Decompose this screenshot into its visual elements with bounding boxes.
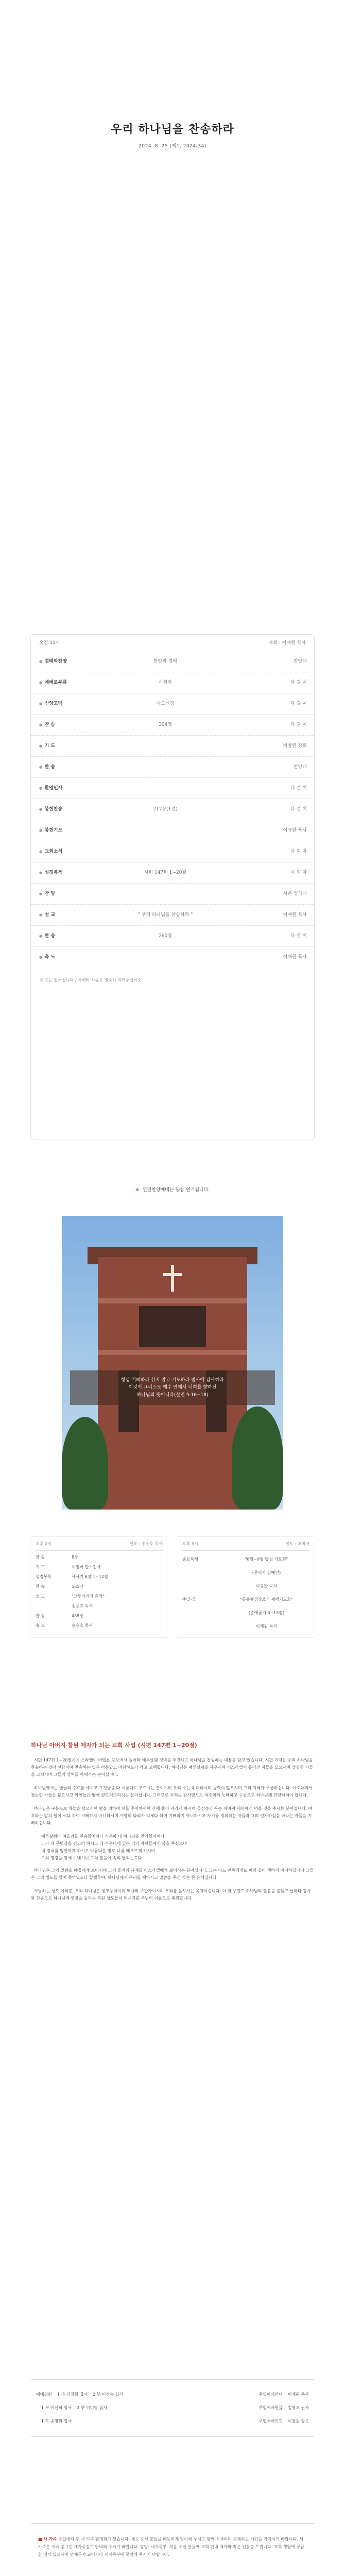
- service-leader: 사회 : 이재원 목사: [268, 640, 306, 646]
- photo-caption: [70, 1370, 275, 1405]
- afternoon-service-right: [178, 1536, 314, 1638]
- worship-order-list: [31, 651, 314, 968]
- bullet-icon: ●: [39, 743, 44, 748]
- duty-key: 축 도: [36, 1623, 45, 1629]
- sermon-verses: [41, 1833, 314, 1862]
- duty-key: 찬 송: [36, 1584, 45, 1589]
- announcement-head: ■ 새 가족: [38, 2536, 59, 2541]
- order-row: [31, 693, 314, 715]
- sermon-verse: 그가 네 문빗장을 견고히 하시고 네 가운데에 있는 너의 자녀들에게 복을 주셨으며: [41, 1841, 187, 1846]
- order-content: 217장(1절): [153, 806, 178, 812]
- role-value: 이창원 장로: [287, 2419, 309, 2424]
- order-person: 다 같 이: [290, 806, 307, 812]
- role-row: [258, 2388, 309, 2401]
- sermon-paragraph: 시편 147편 1~20절은 이스라엘이 바벨론 포로에서 돌아와 예루살렘 성벽을 재건하고 하나님을 찬송하는 내용을 담고 있습니다. 시편 기자는 우리 하나님을 찬송하는 것이 선함이여 찬송하는 일은 아름답고 마땅하도다 라고 고백합니다. 하나님은 예루살렘을 세우시며 이스라엘의 흩어진 자들을 모으시며 상심한 자들을 고치시며 그들의 상처를 싸매시는 분이십니다.: [31, 1757, 314, 1777]
- order-content: " 우리 하나님을 찬송하라 ": [137, 912, 193, 918]
- duty-row: [36, 1582, 163, 1592]
- order-row: [31, 757, 314, 778]
- issue-date: 2024. 8. 25 (제1, 2024-34): [139, 143, 206, 149]
- order-content: 찬양과 경배: [153, 658, 178, 664]
- duty-value: "8월~9월 합심 기도회": [245, 1556, 288, 1562]
- volunteer-key: 예배위원: [36, 2392, 52, 2397]
- duty-value: 송용호 목사: [72, 1623, 93, 1629]
- sermon-title: 하나님 아버지 참된 제자가 되는 교회 사업 (시편 147편 1~20절): [31, 1742, 197, 1749]
- bullet-icon: ●: [39, 827, 44, 833]
- order-row: [31, 884, 314, 905]
- order-content: 시편 147편 1~20절: [144, 870, 187, 875]
- duty-value: 송용호 목사: [72, 1604, 93, 1609]
- bullet-icon: ❖: [135, 1188, 139, 1192]
- evening-service-head: [182, 1541, 309, 1551]
- duty-value: 이재원 목사: [255, 1623, 278, 1629]
- order-name: [39, 764, 80, 771]
- order-name: [39, 827, 80, 834]
- order-name-text: 찬 송: [44, 764, 56, 770]
- order-name: [39, 658, 80, 665]
- order-name: [39, 806, 80, 813]
- afternoon-service-head: [36, 1541, 163, 1551]
- bullet-icon: ●: [39, 912, 44, 917]
- order-person: 다 같 이: [290, 785, 307, 791]
- role-row: [258, 2415, 309, 2428]
- order-name-text: 기 도: [44, 743, 56, 749]
- order-name-text: 경배와찬양: [44, 658, 67, 664]
- bullet-icon: ●: [39, 785, 44, 790]
- order-person: 다 같 이: [290, 722, 307, 727]
- volunteers-list: [36, 2388, 123, 2428]
- order-person: 이재원 목사: [283, 955, 307, 960]
- bullet-icon: ●: [39, 658, 44, 664]
- order-name-text: 찬 양: [44, 891, 56, 896]
- order-name-text: 예배로부름: [44, 680, 67, 685]
- order-person: 사 회 자: [290, 870, 307, 875]
- order-name: [39, 954, 80, 961]
- sermon-paragraph: 하나님은 구름으로 하늘을 덮으시며 땅을 위하여 비를 준비하시며 산에 풀이 자라게 하시며 들짐승과 우는 까마귀 새끼에게 먹을 것을 주시는 분이십니다. 여호와는 말의 힘이 세다 하여 기뻐하지 아니하시며 사람의 다리가 억세다 하여 기뻐하지 아니하시고 자기를 경외하는 자들과 그의 인자하심을 바라는 자들을 기뻐하십니다.: [31, 1806, 313, 1825]
- sermon-paragraph: 사랑하는 성도 여러분, 우리 하나님은 창조주이시며 역사의 주관자이시며 우리를 돌보시는 목자이십니다. 이 한 주간도 하나님의 말씀을 붙들고 날마다 감사와 찬송으로 하나님께 영광을 돌리는 복된 성도들이 되시기를 주님의 이름으로 축원합니다.: [31, 1888, 311, 1901]
- order-person: 시온 성가대: [283, 891, 307, 896]
- order-name-text: 성경봉독: [44, 870, 63, 875]
- volunteer-row: [36, 2401, 123, 2415]
- order-name: [39, 849, 80, 855]
- order-name-text: 신앙고백: [44, 701, 63, 706]
- volunteer-row: [36, 2415, 123, 2428]
- cross-icon: [163, 1273, 182, 1276]
- order-person: 찬양대: [293, 658, 307, 664]
- service-time: 오후 2시: [36, 1541, 51, 1546]
- order-person: 다 같 이: [290, 933, 307, 939]
- duty-key: 기 도: [36, 1565, 45, 1570]
- duty-row: [36, 1572, 163, 1582]
- order-name-text: 찬 송: [44, 722, 56, 727]
- order-row: [31, 905, 314, 926]
- page-title: 우리 하나님을 찬송하라: [111, 123, 234, 136]
- role-value: 이재원 목사: [287, 2392, 309, 2397]
- bullet-icon: ●: [39, 701, 44, 706]
- service-leader: 인도 : 고미자: [285, 1541, 309, 1546]
- order-person: 찬양대: [293, 764, 307, 770]
- service-time: 오후 5시: [182, 1541, 198, 1546]
- order-row: [31, 672, 314, 693]
- volunteer-b: 2 부 이정숙 집사: [93, 2392, 124, 2397]
- bullet-icon: ●: [39, 870, 44, 875]
- order-row: [31, 651, 314, 672]
- sermon-paragraphs: [31, 1757, 314, 1827]
- photo-band: [98, 1350, 247, 1355]
- volunteer-row: [36, 2388, 123, 2401]
- bullet-icon: ●: [39, 806, 44, 811]
- afternoon-service-rows: [36, 1553, 163, 1631]
- sermon-paragraph: 하나님께서는 별들의 수효를 세시고 그것들을 다 이름대로 부르시는 분이시며 우리 주는 위대하시며 능력이 많으시며 그의 지혜가 무궁하십니다. 여호와께서 겸손한 자들은 붙드시고 악인들은 땅에 엎드러뜨리시는 분이십니다. 그러므로 우리는 감사함으로 여호와께 노래하고 수금으로 하나님께 찬양하여야 합니다.: [31, 1785, 313, 1798]
- order-person: 이재원 목사: [283, 912, 307, 918]
- sermon-closing: [31, 1867, 314, 1902]
- service-leader: 인도 : 송용호 목사: [129, 1541, 163, 1546]
- bullet-icon: ●: [39, 955, 44, 960]
- photo-tree: [62, 1417, 108, 1510]
- bullet-icon: ●: [39, 891, 44, 896]
- duty-row: [182, 1566, 309, 1580]
- duty-value: 사사기 6장 1~12절: [72, 1574, 108, 1580]
- duty-row: [182, 1593, 309, 1606]
- cross-icon: [171, 1265, 174, 1292]
- announcement: [31, 2523, 314, 2568]
- duty-row: [182, 1606, 309, 1620]
- worship-order-card: [31, 635, 314, 1140]
- sermon-verse: 예루살렘아 여호와를 찬송할지어다 시온아 네 하나님을 찬양할지어다: [41, 1834, 165, 1839]
- order-person: 이규완 목사: [283, 827, 307, 833]
- duty-value: 585장: [72, 1584, 83, 1589]
- order-person: 다 같 이: [290, 701, 307, 706]
- duty-row: [182, 1580, 309, 1593]
- order-row: [31, 926, 314, 947]
- order-content: 사회자: [158, 680, 173, 685]
- role-key: 주일예배헌금: [258, 2405, 283, 2411]
- order-content: 사도신경: [156, 701, 175, 706]
- service-time: 오전 11시: [39, 640, 60, 646]
- order-name: [39, 785, 80, 792]
- order-name: [39, 722, 80, 728]
- order-name-text: 찬 송: [44, 933, 56, 939]
- duty-row: [36, 1612, 163, 1621]
- order-row: [31, 820, 314, 841]
- photo-tree: [232, 1406, 283, 1510]
- volunteer-a: 1 부 이선희 집사: [41, 2405, 72, 2411]
- sermon-summary: [31, 1741, 314, 1908]
- duty-row: [36, 1602, 163, 1612]
- bullet-icon: ●: [39, 933, 44, 938]
- duty-row: [36, 1553, 163, 1563]
- duty-key: 찬 송: [36, 1555, 45, 1560]
- order-person: 다 같 이: [290, 680, 307, 685]
- order-row: [31, 862, 314, 884]
- order-row: [31, 778, 314, 799]
- sermon-paragraph: 하나님은 그의 말씀을 야곱에게 보이시며 그의 율례와 규례를 이스라엘에게 보이시는 분이십니다. 그는 어느 민족에게도 이와 같이 행하지 아니하셨나니 그들은 그의 법도를 알지 못하였도다 할렐루야. 하나님께서 우리를 택하시고 말씀을 주신 것은 큰 은혜입니다.: [31, 1868, 314, 1880]
- duty-key: 설 교: [36, 1594, 45, 1599]
- bullet-icon: ●: [39, 722, 44, 727]
- order-row: [31, 736, 314, 757]
- duty-value: (출애굽기 8~15장): [248, 1610, 285, 1615]
- duty-key: 찬 송: [36, 1614, 45, 1619]
- volunteer-a: 1 부 송명희 집사: [41, 2419, 72, 2424]
- duty-value: 이정식 안수집사: [72, 1565, 101, 1570]
- role-key: 주일예배안내: [258, 2392, 283, 2397]
- order-person: 사 회 자: [290, 849, 307, 854]
- duty-value: 435장: [72, 1614, 83, 1619]
- caption-line: 이것이 그리스도 예수 안에서 너희를 향하신: [128, 1385, 217, 1391]
- service-roles: [258, 2388, 309, 2428]
- order-name: [39, 701, 80, 707]
- duty-value: "그루터기가 희망": [72, 1594, 105, 1599]
- order-row: [31, 799, 314, 820]
- church-photo: [62, 1216, 283, 1510]
- duty-value: (문의사 김예인): [252, 1570, 281, 1575]
- announcement-text: 주일예배 후 새 가족 환영회가 있습니다. 새로 오신 분들을 따뜻하게 맞이해 주시고 함께 식사하며 교제하는 시간을 가지시기 바랍니다. 새 가족은 예배 후 1층 새가족실로 안내해 주시기 바랍니다. 담당: 새가족부. 처음 오신 분들께 교회 안내 책자와 작은 선물을 드립니다. 교회 생활에 궁금한 점이 있으시면 언제든지 교역자나 새가족부에 문의해 주시기 바랍니다.: [38, 2537, 305, 2557]
- duty-key: 성경봉독: [36, 1574, 51, 1580]
- duty-row: [36, 1592, 163, 1602]
- afternoon-services: [31, 1536, 314, 1638]
- sermon-verse: 그의 명령을 땅에 보내시니 그의 말씀이 속히 달리는도다: [41, 1855, 142, 1860]
- duty-row: [36, 1563, 163, 1572]
- order-content: 260장: [159, 933, 172, 939]
- duty-row: [36, 1621, 163, 1631]
- order-name-text: 봉헌기도: [44, 827, 63, 833]
- photo-band: [98, 1298, 247, 1303]
- duty-value: 이규완 목사: [255, 1583, 278, 1588]
- duty-row: [182, 1620, 309, 1633]
- order-name: [39, 680, 80, 686]
- bulletin-header: [0, 0, 345, 150]
- role-key: 주일예배기도: [258, 2419, 283, 2424]
- order-person: 이창원 장로: [283, 743, 307, 749]
- order-name: [39, 743, 80, 750]
- notice-bar: [0, 1187, 345, 1194]
- order-name: [39, 891, 80, 897]
- duty-value: 8장: [72, 1555, 78, 1560]
- duty-row: [182, 1553, 309, 1566]
- order-name-text: 축 도: [44, 955, 56, 960]
- service-volunteers: [31, 2379, 314, 2437]
- worship-note: ※ 표는 일어섭니다 / 예배의 시종은 정숙히 지켜주십시오: [39, 978, 142, 983]
- duty-key: 주일-금: [182, 1597, 196, 1602]
- duty-value: "공동체성장쓰기 새벽기도회": [240, 1597, 293, 1602]
- order-row: [31, 715, 314, 736]
- caption-line: 항상 기뻐하라 쉬지 말고 기도하라 범사에 감사하라: [121, 1378, 224, 1383]
- order-name-text: 환영인사: [44, 785, 63, 791]
- notice-text: 열린찬양예배는 동참 연기됩니다.: [142, 1188, 210, 1193]
- afternoon-service-left: [31, 1536, 167, 1638]
- role-value: 김영모 권사: [287, 2405, 309, 2411]
- bullet-icon: ●: [39, 680, 44, 685]
- order-name-text: 설 교: [44, 912, 56, 918]
- order-name: [39, 870, 80, 876]
- order-name-text: 봉헌찬송: [44, 806, 63, 812]
- order-name: [39, 912, 80, 919]
- bullet-icon: ●: [39, 764, 44, 769]
- photo-window: [139, 1306, 206, 1347]
- caption-line: 하나님의 뜻이니라(살전 5:16~18): [136, 1392, 209, 1398]
- sermon-verse: 네 경내를 평안하게 하시고 아름다운 밀로 너를 배부르게 하시며: [41, 1848, 156, 1853]
- volunteer-a: 1 부 김정희 집사: [57, 2392, 88, 2397]
- evening-service-rows: [182, 1553, 309, 1633]
- order-row: [31, 947, 314, 968]
- order-name: [39, 933, 80, 940]
- order-content: 304장: [159, 722, 172, 727]
- duty-key: 중요특새: [182, 1556, 198, 1562]
- role-row: [258, 2401, 309, 2415]
- bullet-icon: ●: [39, 849, 44, 854]
- order-name-text: 교회소식: [44, 849, 63, 854]
- worship-order-header: [31, 635, 314, 651]
- volunteer-b: 2 부 이미영 집사: [77, 2405, 108, 2411]
- order-row: [31, 841, 314, 862]
